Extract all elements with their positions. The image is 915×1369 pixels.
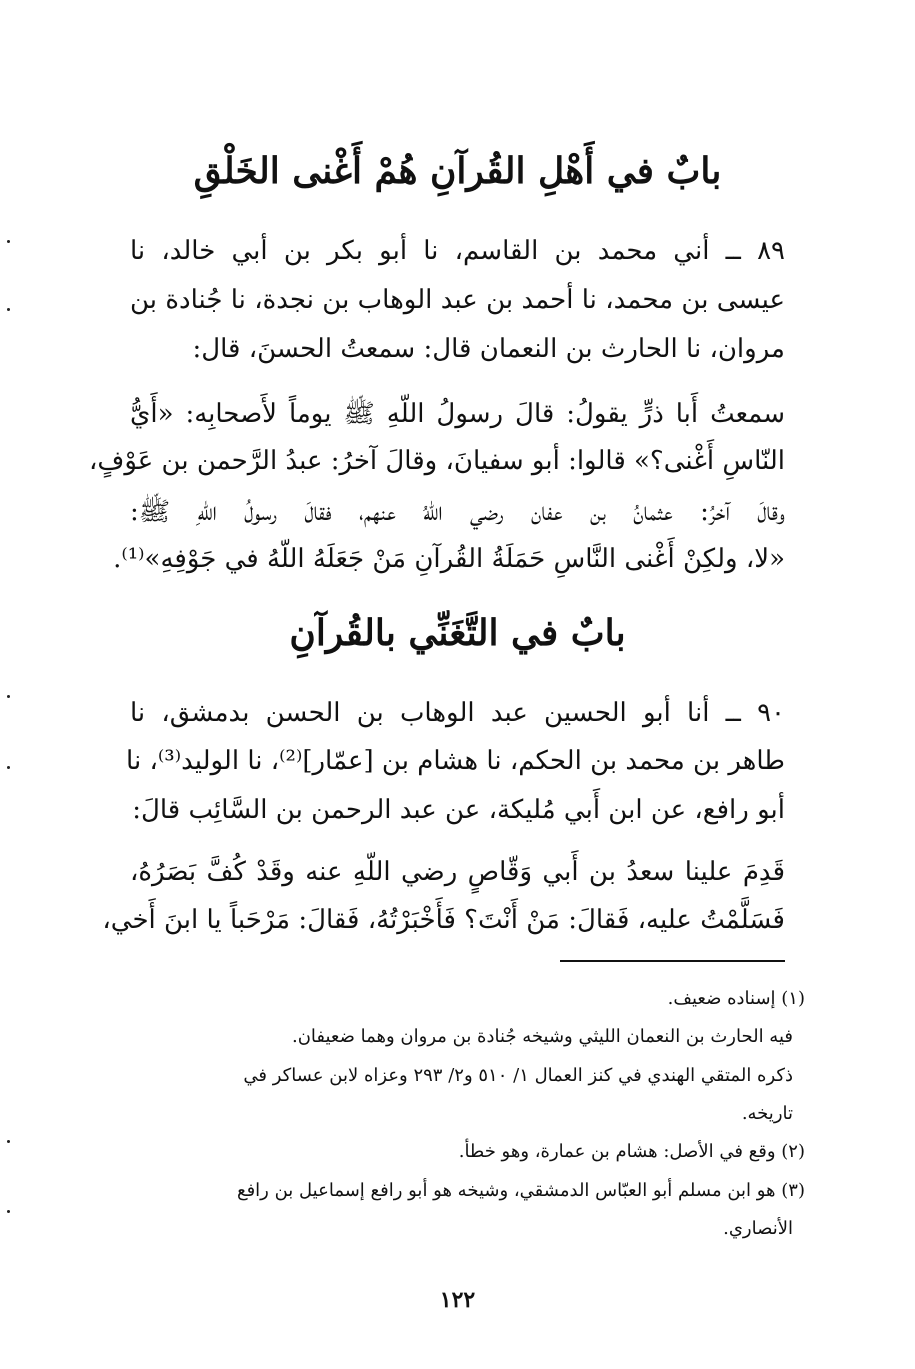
chapter-heading-2: بابٌ في التَّغَنِّي بالقُرآنِ	[289, 612, 626, 654]
footnote-1-line-3: ذكره المتقي الهندي في كنز العمال ١/ ٥١٠ و٢/ ٢٩٣ وعزاه لابن عساكر في	[243, 1065, 793, 1086]
scan-speck	[7, 695, 10, 698]
hadith-90-matn-line-2: فَسَلَّمْتُ عليه، فَقالَ: مَنْ أَنْتَ؟ فَأَخْبَرْتُهُ، فَقالَ: مَرْحَباً يا ابنَ أَخي،	[102, 905, 785, 935]
hadith-89-isnad-line-3: مروان، نا الحارث بن النعمان قال: سمعتُ الحسنَ، قال:	[192, 334, 785, 364]
hadith-89-matn-line-3: وقالَ آخرُ: عثمانُ بن عفان رضي اللّهُ عنهم، فقالَ رسولُ اللّهِ ﷺ:	[130, 497, 785, 527]
page-number: ١٢٢	[439, 1287, 476, 1313]
footnote-3-line-2: الأنصاري.	[723, 1218, 793, 1239]
hadith-90-isnad-line-3: أبو رافع، عن ابن أَبي مُليكة، عن عبد الرحمن بن السَّائِب قالَ:	[132, 795, 785, 825]
scan-speck	[7, 1140, 10, 1143]
footnote-2: (٢) وقع في الأصل: هشام بن عمارة، وهو خطأ.	[458, 1141, 805, 1162]
scan-speck	[7, 1210, 10, 1213]
hadith-90-isnad-line-1: ٩٠ ــ أنا أبو الحسين عبد الوهاب بن الحسن بدمشق، نا	[130, 698, 785, 728]
footnote-1-line-2: فيه الحارث بن النعمان الليثي وشيخه جُنادة بن مروان وهما ضعيفان.	[291, 1026, 793, 1047]
footnote-separator	[560, 960, 785, 962]
hadith-89-matn-line-1: سمعتُ أَبا ذرٍّ يقولُ: قالَ رسولُ اللّهِ ﷺ يوماً لأَصحابِه: «أَيُّ	[130, 399, 785, 429]
scan-speck	[7, 308, 10, 311]
footnote-1-line-4: تاريخه.	[741, 1103, 793, 1124]
hadith-90-matn-line-1: قَدِمَ علينا سعدُ بن أَبي وَقّاصٍ رضي اللّهِ عنه وقَدْ كُفَّ بَصَرُهُ،	[130, 857, 785, 887]
hadith-89-isnad-line-1: ٨٩ ــ أني محمد بن القاسم، نا أبو بكر بن أبي خالد، نا	[130, 236, 785, 266]
scan-speck	[7, 240, 10, 243]
hadith-89-matn-line-4: «لا، ولكِنْ أَغْنى النَّاسِ حَمَلَةُ القُرآنِ مَنْ جَعَلَهُ اللّهُ في جَوْفِهِ»⁽¹⁾.	[113, 544, 785, 574]
footnote-1-line-1: (١) إسناده ضعيف.	[667, 988, 805, 1009]
hadith-89-matn-line-2: النّاسِ أَغْنى؟» قالوا: أبو سفيانَ، وقالَ آخرُ: عبدُ الرَّحمن بن عَوْفٍ،	[88, 446, 785, 476]
hadith-89-isnad-line-2: عيسى بن محمد، نا أحمد بن عبد الوهاب بن نجدة، نا جُنادة بن	[130, 285, 785, 315]
scan-speck	[7, 766, 10, 769]
footnote-3-line-1: (٣) هو ابن مسلم أبو العبّاس الدمشقي، وشيخه هو أبو رافع إسماعيل بن رافع	[237, 1180, 805, 1201]
chapter-heading-1: بابٌ في أَهْلِ القُرآنِ هُمْ أَغْنى الخَلْقِ	[193, 150, 722, 192]
hadith-90-isnad-line-2: طاهر بن محمد بن الحكم، نا هشام بن [عمّار]⁽²⁾، نا الوليد⁽³⁾، نا	[126, 746, 785, 776]
